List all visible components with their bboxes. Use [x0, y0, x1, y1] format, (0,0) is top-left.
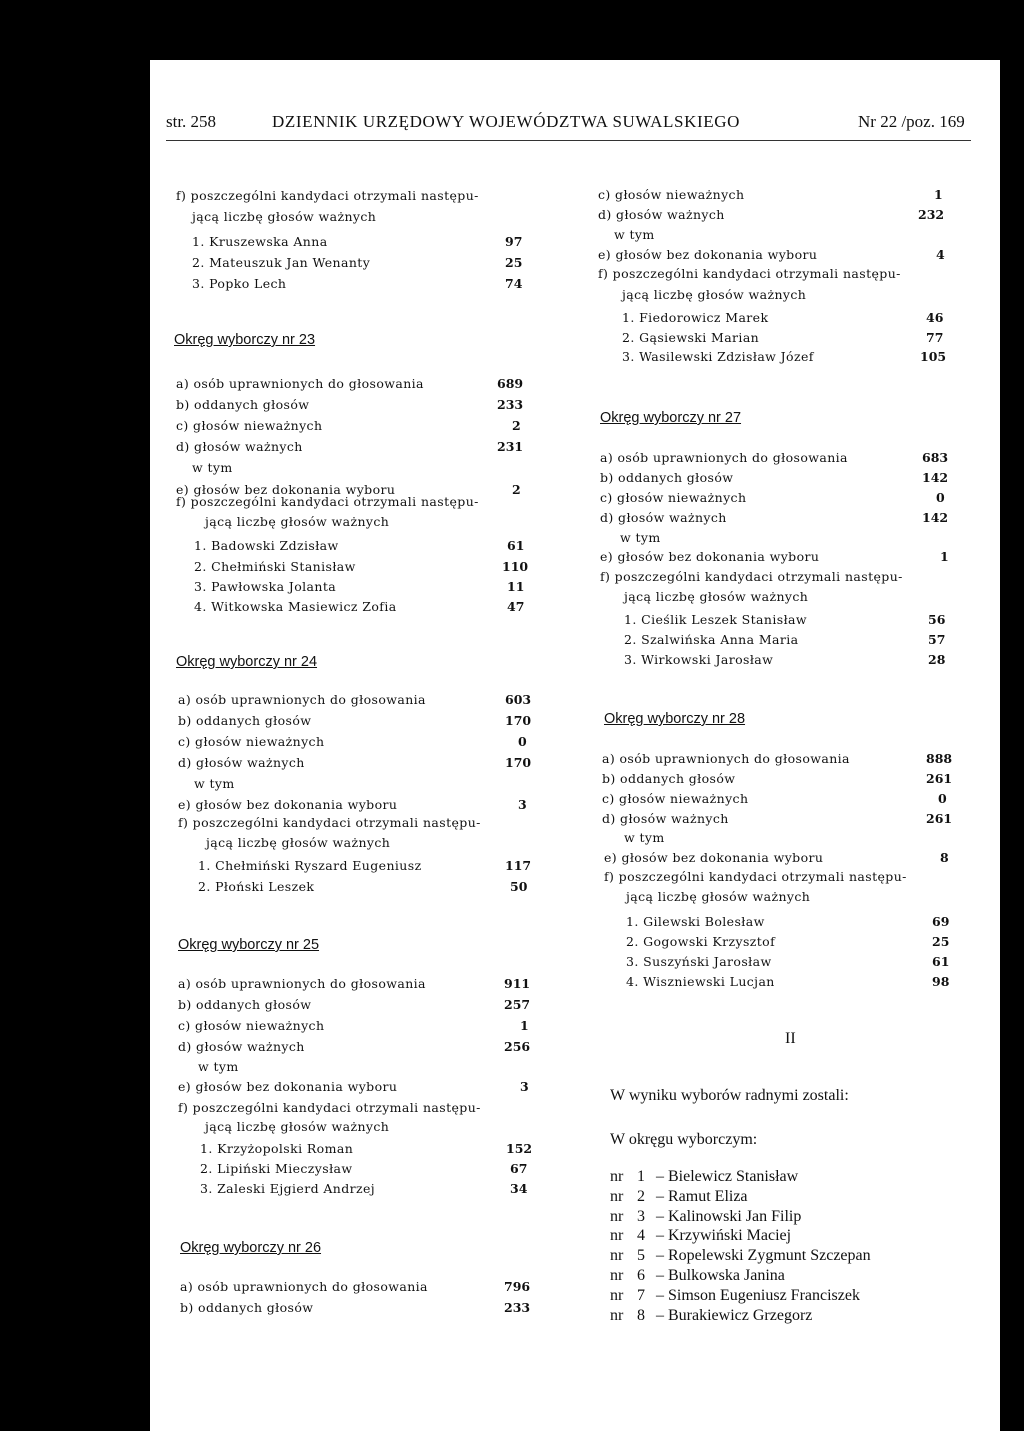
- stat-label: d) głosów ważnych: [602, 811, 729, 826]
- stat-value: 233: [504, 1300, 531, 1315]
- candidate-name: 1. Chełmiński Ryszard Eugeniusz: [198, 858, 422, 873]
- f-line2: jącą liczbę głosów ważnych: [205, 514, 390, 529]
- stat-value: 256: [504, 1039, 531, 1054]
- stat-value: 142: [922, 510, 949, 525]
- stat-value: 257: [504, 997, 531, 1012]
- section-numeral: II: [785, 1030, 796, 1047]
- candidate-votes: 57: [928, 632, 946, 647]
- f-line1: f) poszczególni kandydaci otrzymali następu-: [604, 869, 907, 884]
- stat-label: e) głosów bez dokonania wyboru: [178, 1079, 398, 1094]
- stat-label: b) oddanych głosów: [178, 713, 312, 728]
- candidate-votes: 34: [510, 1181, 528, 1196]
- header-rule: [166, 140, 971, 141]
- stat-value: 1: [940, 549, 949, 564]
- candidate-name: 3. Popko Lech: [192, 276, 287, 291]
- stat-label: b) oddanych głosów: [180, 1300, 314, 1315]
- candidate-name: 2. Mateuszuk Jan Wenanty: [192, 255, 371, 270]
- district-heading: Okręg wyborczy nr 28: [604, 711, 746, 727]
- candidate-name: 2. Gogowski Krzysztof: [626, 934, 776, 949]
- district-heading: Okręg wyborczy nr 23: [174, 332, 316, 348]
- stat-label: b) oddanych głosów: [176, 397, 310, 412]
- candidate-votes: 25: [505, 255, 523, 270]
- candidate-name: 1. Badowski Zdzisław: [194, 538, 339, 553]
- f-line2: jącą liczbę głosów ważnych: [205, 1119, 390, 1134]
- f-line1: f) poszczególni kandydaci otrzymali następu-: [178, 1100, 481, 1115]
- councillor-nr-label: nr: [610, 1227, 624, 1245]
- stat-label: e) głosów bez dokonania wyboru: [604, 850, 824, 865]
- stat-value: 170: [505, 713, 532, 728]
- stat-value: 3: [518, 797, 527, 812]
- f-line1: f) poszczególni kandydaci otrzymali następu-: [598, 266, 901, 281]
- page-number: str. 258: [166, 112, 217, 131]
- candidate-votes: 50: [510, 879, 528, 894]
- stat-value: 3: [520, 1079, 529, 1094]
- candidate-votes: 47: [507, 599, 525, 614]
- stat-label: a) osób uprawnionych do głosowania: [176, 376, 424, 391]
- candidate-votes: 11: [507, 579, 525, 594]
- stat-value: 170: [505, 755, 532, 770]
- candidate-votes: 74: [505, 276, 523, 291]
- stat-label: e) głosów bez dokonania wyboru: [598, 247, 818, 262]
- candidate-votes: 61: [507, 538, 525, 553]
- candidate-name: 3. Wasilewski Zdzisław Józef: [622, 349, 814, 364]
- stat-value: 8: [940, 850, 949, 865]
- f-line1: f) poszczególni kandydaci otrzymali następu-: [176, 188, 479, 203]
- stat-value: 0: [938, 791, 947, 806]
- candidate-votes: 67: [510, 1161, 528, 1176]
- stat-value: 1: [520, 1018, 529, 1033]
- district-heading: Okręg wyborczy nr 27: [600, 410, 742, 426]
- stat-value: 603: [505, 692, 532, 707]
- councillor-name: – Bielewicz Stanisław: [656, 1168, 799, 1185]
- stat-value: 2: [512, 418, 521, 433]
- stat-label: c) głosów nieważnych: [602, 791, 749, 806]
- stat-value: 142: [922, 470, 949, 485]
- candidate-name: 4. Witkowska Masiewicz Zofia: [194, 599, 397, 614]
- councillor-nr-label: nr: [610, 1286, 624, 1304]
- journal-title: DZIENNIK URZĘDOWY WOJEWÓDZTWA SUWALSKIEGO: [272, 112, 740, 131]
- section-subheading: W okręgu wyborczym:: [610, 1131, 758, 1148]
- district-heading: Okręg wyborczy nr 24: [176, 654, 318, 670]
- candidate-name: 1. Cieślik Leszek Stanisław: [624, 612, 807, 627]
- f-line1: f) poszczególni kandydaci otrzymali następu-: [176, 494, 479, 509]
- candidate-name: 3. Zaleski Ejgierd Andrzej: [200, 1181, 376, 1196]
- candidate-votes: 117: [505, 858, 532, 873]
- councillor-name: – Kalinowski Jan Filip: [656, 1207, 802, 1225]
- candidate-name: 3. Wirkowski Jarosław: [624, 652, 774, 667]
- stat-label: e) głosów bez dokonania wyboru: [178, 797, 398, 812]
- stat-label: d) głosów ważnych: [600, 510, 727, 525]
- councillor-nr-label: nr: [610, 1267, 624, 1284]
- stat-value: 232: [918, 207, 945, 222]
- councillor-nr-label: nr: [610, 1168, 624, 1185]
- stat-value: 911: [504, 976, 531, 991]
- stat-label: d) głosów ważnych: [178, 1039, 305, 1054]
- stat-value: 2: [512, 482, 521, 497]
- candidate-name: 2. Szalwińska Anna Maria: [624, 632, 799, 647]
- stat-value: 233: [497, 397, 524, 412]
- candidate-votes: 97: [505, 234, 523, 249]
- candidate-name: 2. Płoński Leszek: [198, 879, 315, 894]
- councillor-district-number: 4: [637, 1227, 645, 1245]
- candidate-votes: 105: [920, 349, 947, 364]
- stat-label: d) głosów ważnych: [178, 755, 305, 770]
- f-line2: jącą liczbę głosów ważnych: [624, 589, 809, 604]
- candidate-votes: 61: [932, 954, 950, 969]
- councillor-nr-label: nr: [610, 1306, 624, 1324]
- stat-value: 683: [922, 450, 949, 465]
- stat-label: e) głosów bez dokonania wyboru: [600, 549, 820, 564]
- candidate-votes: 46: [926, 310, 944, 325]
- stat-value: 231: [497, 439, 524, 454]
- stat-label: b) oddanych głosów: [602, 771, 736, 786]
- f-line1: f) poszczególni kandydaci otrzymali następu-: [600, 569, 903, 584]
- councillor-nr-label: nr: [610, 1247, 624, 1265]
- candidate-name: 4. Wiszniewski Lucjan: [626, 974, 775, 989]
- stat-value: 261: [926, 811, 953, 826]
- candidate-votes: 98: [932, 974, 950, 989]
- stat-value: 1: [934, 187, 943, 202]
- wtym-label: w tym: [614, 227, 655, 242]
- candidate-name: 2. Gąsiewski Marian: [622, 330, 760, 345]
- candidate-votes: 152: [506, 1141, 533, 1156]
- candidate-name: 3. Suszyński Jarosław: [626, 954, 772, 969]
- councillor-name: – Ramut Eliza: [656, 1187, 748, 1205]
- councillor-name: – Ropelewski Zygmunt Szczepan: [656, 1247, 871, 1265]
- district-heading: Okręg wyborczy nr 25: [178, 937, 320, 953]
- issue-number: Nr 22 /poz. 169: [858, 112, 965, 131]
- stat-label: a) osób uprawnionych do głosowania: [178, 692, 426, 707]
- stat-label: d) głosów ważnych: [598, 207, 725, 222]
- candidate-votes: 25: [932, 934, 950, 949]
- wtym-label: w tym: [192, 460, 233, 475]
- stat-label: a) osób uprawnionych do głosowania: [180, 1279, 428, 1294]
- f-line1: f) poszczególni kandydaci otrzymali następu-: [178, 815, 481, 830]
- stat-label: c) głosów nieważnych: [176, 418, 323, 433]
- candidate-name: 1. Gilewski Bolesław: [626, 914, 765, 929]
- stat-label: c) głosów nieważnych: [178, 734, 325, 749]
- wtym-label: w tym: [194, 776, 235, 791]
- district-heading: Okręg wyborczy nr 26: [180, 1240, 322, 1256]
- stat-label: b) oddanych głosów: [178, 997, 312, 1012]
- stat-label: e) głosów bez dokonania wyboru: [176, 482, 396, 497]
- wtym-label: w tym: [620, 530, 661, 545]
- wtym-label: w tym: [198, 1059, 239, 1074]
- stat-value: 689: [497, 376, 524, 391]
- candidate-name: 2. Lipiński Mieczysław: [200, 1161, 353, 1176]
- candidate-votes: 77: [926, 330, 944, 345]
- f-line2: jącą liczbę głosów ważnych: [206, 835, 391, 850]
- councillor-name: – Bulkowska Janina: [656, 1267, 785, 1284]
- stat-value: 888: [926, 751, 953, 766]
- councillor-name: – Simson Eugeniusz Franciszek: [656, 1286, 860, 1304]
- f-line2: jącą liczbę głosów ważnych: [622, 287, 807, 302]
- candidate-votes: 69: [932, 914, 950, 929]
- stat-label: a) osób uprawnionych do głosowania: [178, 976, 426, 991]
- candidate-name: 1. Kruszewska Anna: [192, 234, 328, 249]
- councillor-district-number: 7: [637, 1286, 645, 1304]
- stat-label: a) osób uprawnionych do głosowania: [602, 751, 850, 766]
- stat-label: c) głosów nieważnych: [598, 187, 745, 202]
- stat-label: c) głosów nieważnych: [600, 490, 747, 505]
- councillor-nr-label: nr: [610, 1187, 624, 1205]
- stat-value: 261: [926, 771, 953, 786]
- councillor-district-number: 6: [637, 1267, 645, 1284]
- councillor-nr-label: nr: [610, 1207, 624, 1225]
- councillor-name: – Burakiewicz Grzegorz: [656, 1306, 813, 1324]
- candidate-name: 2. Chełmiński Stanisław: [194, 559, 356, 574]
- stat-label: c) głosów nieważnych: [178, 1018, 325, 1033]
- councillor-district-number: 1: [637, 1168, 645, 1185]
- stat-value: 4: [936, 247, 945, 262]
- stat-label: a) osób uprawnionych do głosowania: [600, 450, 848, 465]
- section-intro: W wyniku wyborów radnymi zostali:: [610, 1087, 849, 1104]
- candidate-votes: 28: [928, 652, 946, 667]
- stat-label: b) oddanych głosów: [600, 470, 734, 485]
- councillor-name: – Krzywiński Maciej: [656, 1227, 792, 1245]
- candidate-name: 1. Fiedorowicz Marek: [622, 310, 769, 325]
- councillor-district-number: 5: [637, 1247, 645, 1265]
- candidate-name: 3. Pawłowska Jolanta: [194, 579, 337, 594]
- councillor-district-number: 2: [637, 1187, 645, 1205]
- stat-value: 0: [936, 490, 945, 505]
- wtym-label: w tym: [624, 830, 665, 845]
- candidate-name: 1. Krzyżopolski Roman: [200, 1141, 354, 1156]
- councillor-district-number: 8: [637, 1306, 645, 1324]
- councillor-district-number: 3: [637, 1207, 645, 1225]
- f-line2: jącą liczbę głosów ważnych: [192, 209, 377, 224]
- stat-value: 0: [518, 734, 527, 749]
- candidate-votes: 110: [502, 559, 529, 574]
- candidate-votes: 56: [928, 612, 946, 627]
- f-line2: jącą liczbę głosów ważnych: [626, 889, 811, 904]
- stat-value: 796: [504, 1279, 531, 1294]
- stat-label: d) głosów ważnych: [176, 439, 303, 454]
